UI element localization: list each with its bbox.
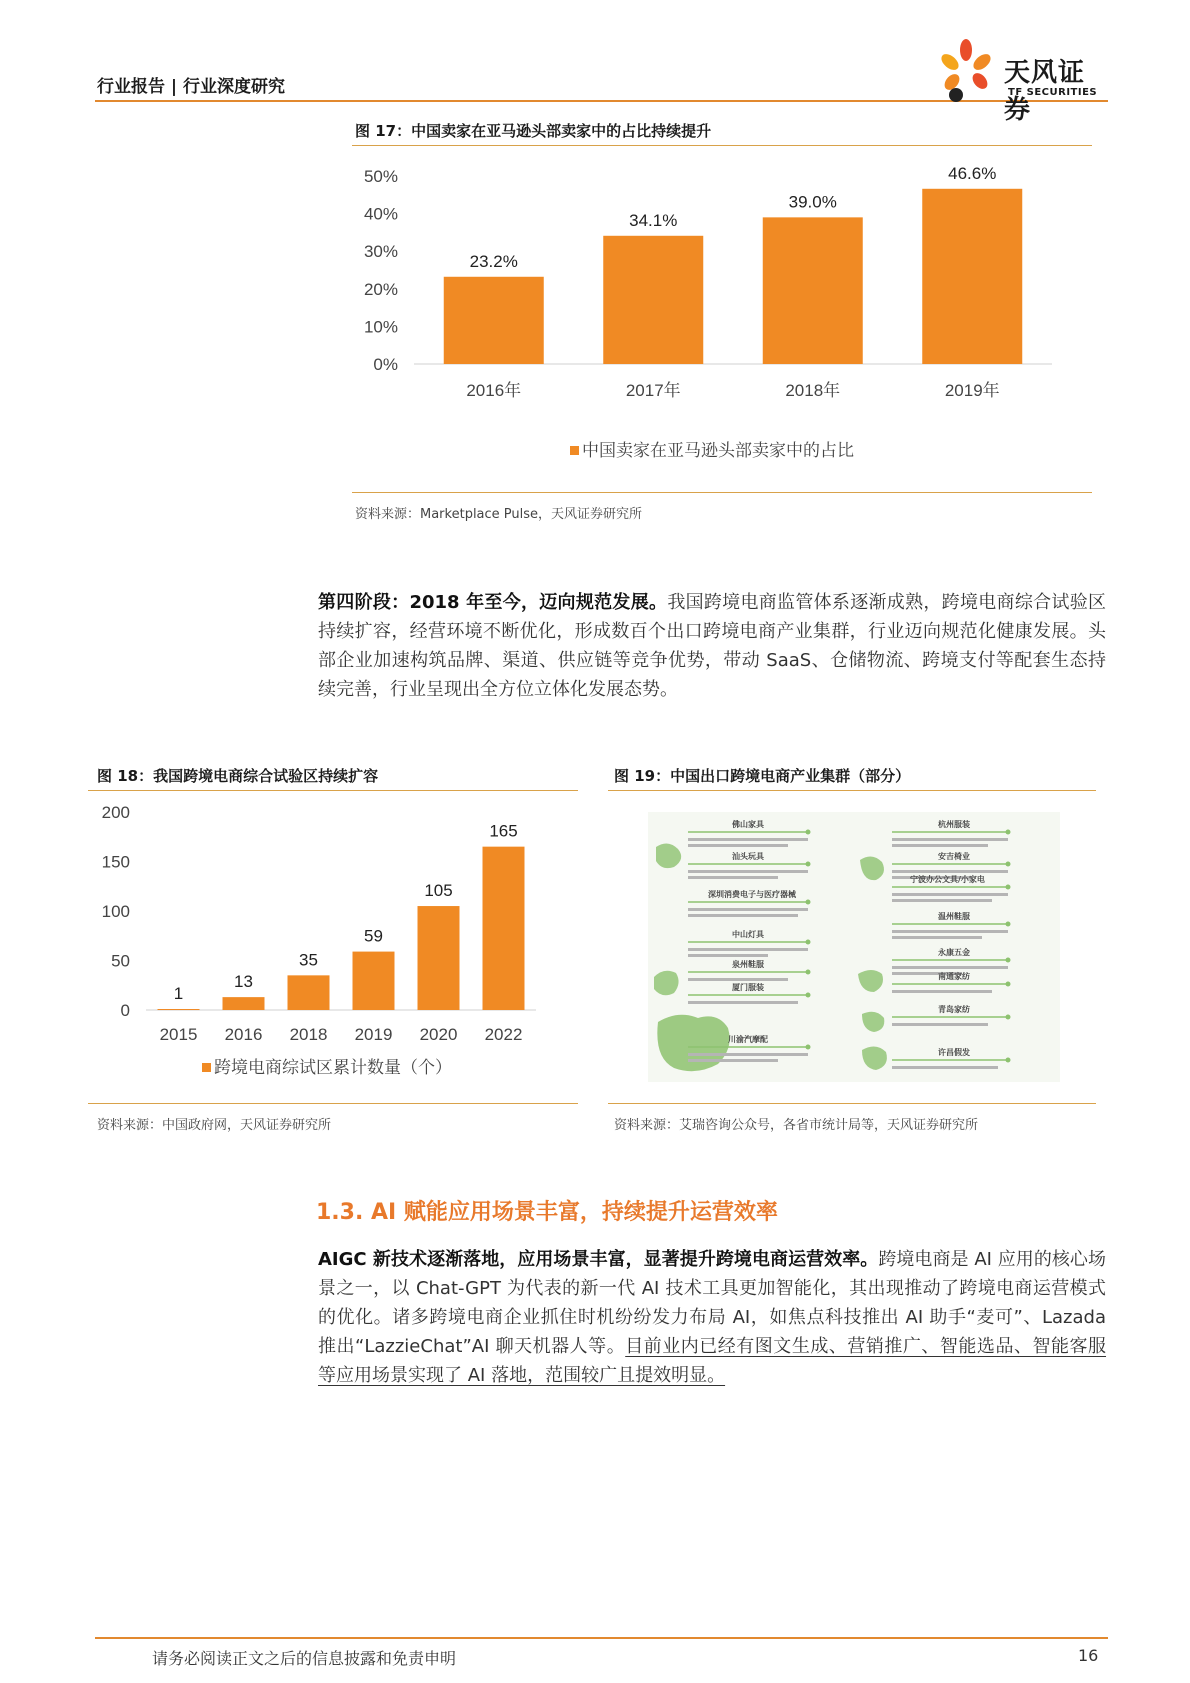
fig17-ytick-label: 0% [373,355,398,374]
fig17-title: 图 17：中国卖家在亚马逊头部卖家中的占比持续提升 [355,122,712,140]
stage4-paragraph [318,588,1106,704]
fig18-bar [418,906,460,1010]
fig17-data-label: 23.2% [469,251,518,271]
aigc-body: 跨境电商是 AI 应用的核心场景之一，以 Chat-GPT 为代表的新一代 AI 技术工具更加智能化，其出现推动了跨境电商运营模式的优化。诸多跨境电商企业抓住时机纷纷发力布局 AI，如焦点科技推出 AI 助手“麦可”、Lazada 推出“LazzieChat”AI 聊天机器人等。 [318,1249,1106,1357]
page-number: 16 [1078,1646,1099,1665]
fig17-bar [763,217,863,364]
fig18-data-label: 165 [489,821,518,841]
fig17-ytick-label: 40% [363,204,398,224]
fig17-ytick-label: 30% [363,242,398,262]
fig17-ytick-label: 10% [363,317,398,337]
cluster-label: 杭州服装 [938,820,970,829]
fig17-category-label: 2019年 [944,381,1000,400]
fig17-ytick-label: 50% [363,167,398,186]
fig18-legend-swatch [202,1063,211,1072]
logo-mark-icon [936,38,1002,102]
fig18-data-label: 13 [234,972,253,992]
fig17-data-label: 46.6% [948,163,997,183]
fig18-bar [223,997,265,1010]
fig17-legend-label: 中国卖家在亚马逊头部卖家中的占比 [582,441,854,460]
fig18-ytick-label: 0 [120,1001,130,1020]
fig17-category-label: 2016年 [466,381,522,400]
cluster-label: 深圳消费电子与医疗器械 [708,890,796,899]
fig18-data-label: 35 [299,950,318,970]
header-title: 行业报告 | 行业深度研究 [97,77,286,97]
section-heading: 1.3. AI 赋能应用场景丰富，持续提升运营效率 [316,1200,778,1225]
logo-en-text: TF SECURITIES [1008,87,1098,98]
fig18-data-label: 1 [173,984,184,1004]
fig18-chart [88,795,578,1090]
fig18-data-label: 105 [424,881,453,901]
fig17-category-label: 2017年 [625,381,681,400]
fig18-category-label: 2020 [419,1025,458,1044]
fig18-bar [288,975,330,1010]
fig17-data-label: 34.1% [629,210,678,230]
fig18-category-label: 2016 [224,1025,263,1044]
cluster-label: 佛山家具 [732,820,764,829]
cluster-label: 许昌假发 [938,1048,970,1057]
fig18-bottom-rule [88,1103,578,1104]
cluster-map-graphic [648,812,1060,1082]
fig19-title: 图 19：中国出口跨境电商产业集群（部分） [614,767,911,785]
fig19-bottom-rule [608,1103,1096,1104]
fig18-category-label: 2015 [159,1025,198,1044]
stage4-lead: 第四阶段：2018 年至今，迈向规范发展。 [318,592,668,613]
fig18-data-label: 59 [364,926,383,946]
fig17-top-rule [352,145,1092,146]
cluster-label: 安吉椅业 [938,852,970,861]
fig17-data-label: 39.0% [788,192,837,212]
cluster-label: 永康五金 [938,948,970,957]
fig18-ytick-label: 100 [101,902,130,921]
fig17-bar [603,236,703,364]
fig17-chart [352,150,1092,480]
cluster-label: 中山灯具 [732,930,764,939]
fig18-ytick-label: 150 [101,852,130,872]
cluster-label: 厦门服装 [732,983,764,992]
fig18-title: 图 18：我国跨境电商综合试验区持续扩容 [97,767,379,785]
company-logo [936,38,1111,125]
footer-disclaimer: 请务必阅读正文之后的信息披露和免责申明 [152,1649,457,1668]
fig18-category-label: 2022 [484,1025,523,1044]
fig18-ytick-label: 200 [101,803,130,822]
aigc-underlined: 目前业内已经有图文生成、营销推广、智能选品、智能客服等应用场景实现了 AI 落地，范围较广且提效明显。 [318,1336,1107,1386]
fig19-source: 资料来源：艾瑞咨询公众号，各省市统计局等，天风证券研究所 [614,1118,979,1133]
cluster-label: 南通家纺 [938,972,970,981]
fig18-category-label: 2019 [354,1025,393,1044]
stage4-body: 我国跨境电商监管体系逐渐成熟，跨境电商综合试验区持续扩容，经营环境不断优化，形成数百个出口跨境电商产业集群，行业迈向规范化健康发展。头部企业加速构筑品牌、渠道、供应链等竞争优势，带动 SaaS、仓储物流、跨境支付等配套生态持续完善，行业呈现出全方位立体化发展态势。 [318,592,1106,700]
logo-cn-text: 天风证券 [1004,58,1086,125]
aigc-paragraph [318,1245,1106,1390]
fig19-top-rule [608,790,1096,791]
cluster-label: 汕头玩具 [732,852,764,861]
fig18-bar [158,1009,200,1010]
fig18-bar [483,847,525,1010]
footer-divider [95,1637,1108,1639]
fig18-source: 资料来源：中国政府网，天风证券研究所 [97,1118,332,1133]
fig17-bottom-rule [352,492,1092,493]
cluster-label: 川渝汽摩配 [728,1035,768,1044]
fig18-legend-label: 跨境电商综试区累计数量（个） [214,1058,452,1077]
fig17-legend-swatch [570,446,579,455]
fig17-source: 资料来源：Marketplace Pulse，天风证券研究所 [355,507,643,522]
cluster-label: 宁波办公文具/小家电 [910,875,985,884]
fig17-bar [922,189,1022,364]
fig17-bar [444,277,544,364]
cluster-label: 青岛家纺 [938,1005,970,1014]
fig17-category-label: 2018年 [785,381,841,400]
cluster-label: 泉州鞋服 [732,960,764,969]
aigc-lead: AIGC 新技术逐渐落地，应用场景丰富，显著提升跨境电商运营效率。 [318,1249,879,1270]
cluster-labels [648,812,1060,1082]
fig18-bar [353,952,395,1010]
cluster-label: 温州鞋服 [938,912,970,921]
fig18-ytick-label: 50 [111,951,130,971]
fig18-top-rule [88,790,578,791]
fig17-ytick-label: 20% [363,279,398,299]
fig18-category-label: 2018 [289,1025,328,1044]
